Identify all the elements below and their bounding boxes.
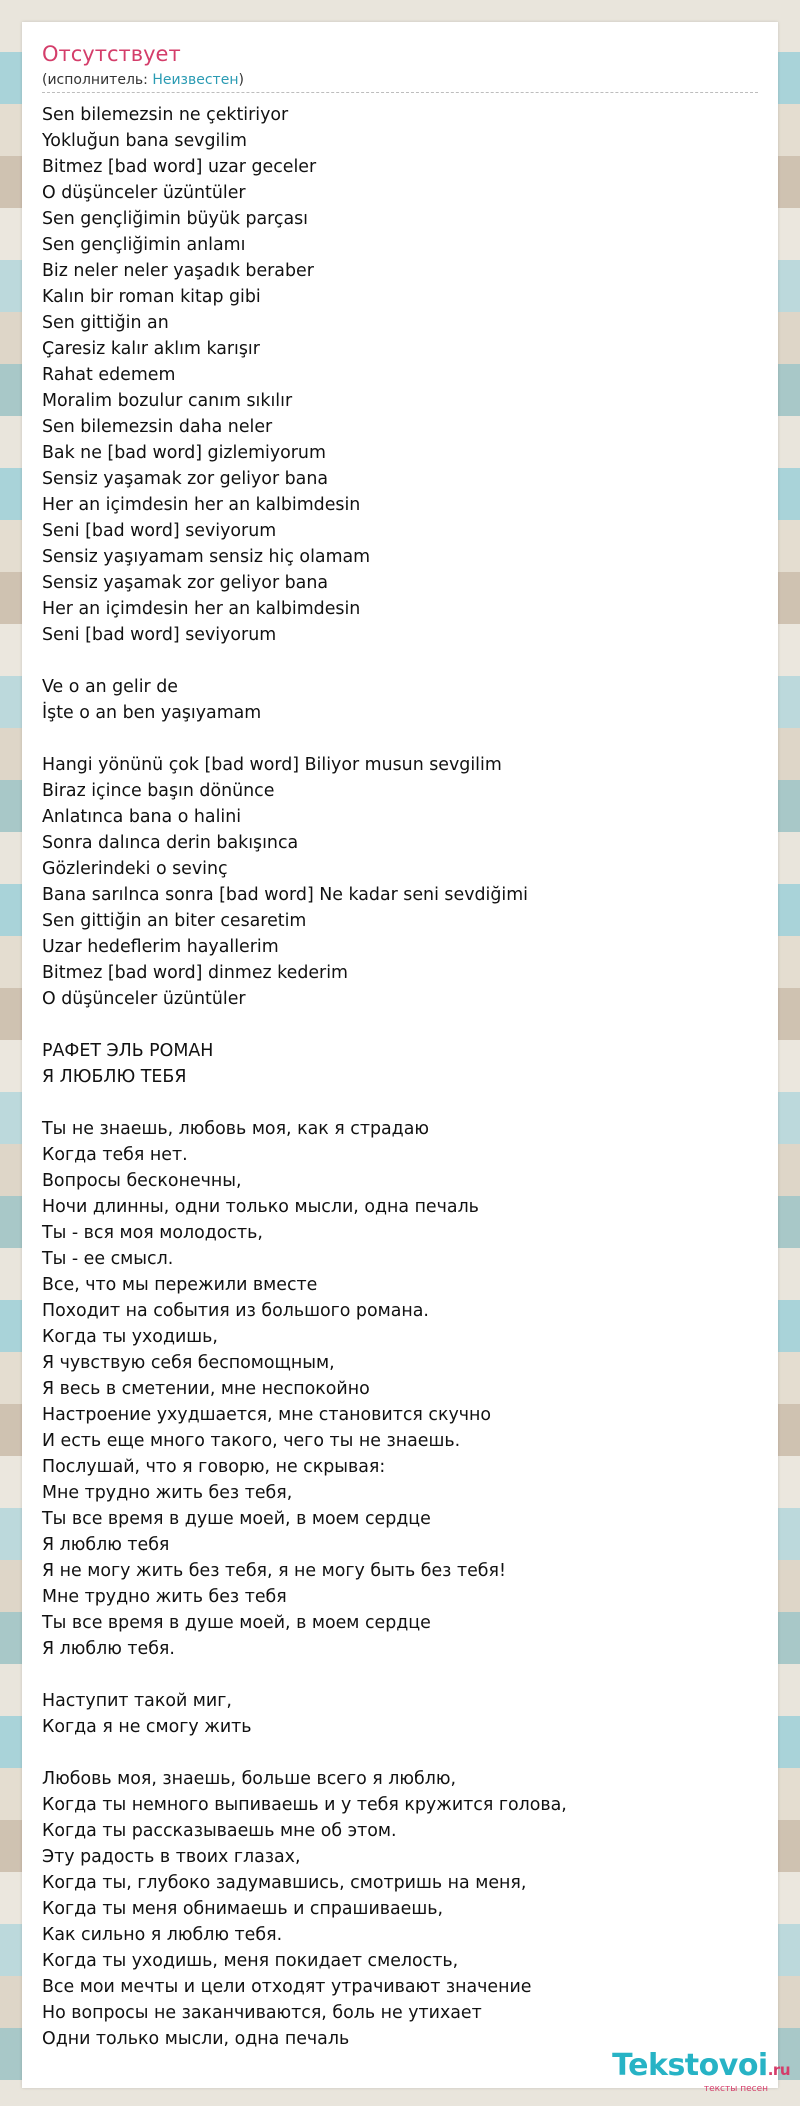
lyric-line: Sensiz yaşıyamam sensiz hiç olamam <box>42 547 371 567</box>
logo-tld: .ru <box>767 2061 790 2079</box>
lyric-line: O düşünceler üzüntüler <box>42 183 246 203</box>
lyric-line: Мне трудно жить без тебя <box>42 1587 287 1607</box>
lyric-line: Çaresiz kalır aklım karışır <box>42 339 260 359</box>
lyric-line: İşte o an ben yaşıyamam <box>42 703 262 723</box>
lyric-line: Kalın bir roman kitap gibi <box>42 287 261 307</box>
lyric-line: Ve o an gelir de <box>42 677 178 697</box>
lyric-line <box>42 1740 762 1766</box>
lyric-line: Ночи длинны, одни только мысли, одна печаль <box>42 1197 479 1217</box>
lyric-line: Я ЛЮБЛЮ ТЕБЯ <box>42 1067 187 1087</box>
lyric-line: Я весь в сметении, мне неспокойно <box>42 1379 370 1399</box>
divider <box>42 92 758 93</box>
lyric-line: Sensiz yaşamak zor geliyor bana <box>42 573 329 593</box>
lyric-line: Sen gittiğin an biter cesaretim <box>42 911 307 931</box>
lyric-line: Вопросы бесконечны, <box>42 1171 242 1191</box>
lyric-line: Bak ne [bad word] gizlemiyorum <box>42 443 326 463</box>
artist-prefix: (исполнитель: <box>42 72 153 88</box>
artist-suffix: ) <box>238 72 244 88</box>
lyric-line: Bana sarılnca sonra [bad word] Ne kadar seni sevdiğimi <box>42 885 528 905</box>
lyric-line: Любовь моя, знаешь, больше всего я люблю, <box>42 1769 457 1789</box>
lyric-line: Я люблю тебя. <box>42 1639 175 1659</box>
lyric-line: Sen gençliğimin büyük parçası <box>42 209 309 229</box>
lyric-line <box>42 648 762 674</box>
lyric-line: Sen gençliğimin anlamı <box>42 235 246 255</box>
lyric-line: Bitmez [bad word] uzar geceler <box>42 157 317 177</box>
lyric-line: Seni [bad word] seviyorum <box>42 521 277 541</box>
lyric-line: Когда ты меня обнимаешь и спрашиваешь, <box>42 1899 444 1919</box>
lyric-line: Seni [bad word] seviyorum <box>42 625 277 645</box>
artist-link[interactable]: Неизвестен <box>152 72 239 88</box>
lyrics-text <box>42 102 762 2052</box>
lyric-line: Я люблю тебя <box>42 1535 170 1555</box>
site-logo[interactable] <box>612 2050 790 2094</box>
lyric-line: Наступит такой миг, <box>42 1691 232 1711</box>
logo-name: Tekstovoi <box>612 2048 768 2083</box>
lyric-line: Rahat edemem <box>42 365 176 385</box>
lyric-line: Ты - вся моя молодость, <box>42 1223 263 1243</box>
lyric-line: Походит на события из большого романа. <box>42 1301 429 1321</box>
lyric-line: Когда ты, глубоко задумавшись, смотришь на меня, <box>42 1873 527 1893</box>
lyric-line: Эту радость в твоих глазах, <box>42 1847 301 1867</box>
lyric-line: Одни только мысли, одна печаль <box>42 2029 350 2049</box>
lyric-line: Когда ты рассказываешь мне об этом. <box>42 1821 397 1841</box>
lyric-line: Когда ты немного выпиваешь и у тебя кружится голова, <box>42 1795 567 1815</box>
lyric-line: Я не могу жить без тебя, я не могу быть без тебя! <box>42 1561 506 1581</box>
lyric-line: Мне трудно жить без тебя, <box>42 1483 293 1503</box>
lyric-line: Uzar hedeflerim hayallerim <box>42 937 279 957</box>
lyric-line: Настроение ухудшается, мне становится скучно <box>42 1405 492 1425</box>
lyric-line: Послушай, что я говорю, не скрывая: <box>42 1457 386 1477</box>
artist-line <box>42 72 244 88</box>
lyric-line: Biz neler neler yaşadık beraber <box>42 261 314 281</box>
lyric-line: Sen gittiğin an <box>42 313 169 333</box>
lyric-line: Sensiz yaşamak zor geliyor bana <box>42 469 329 489</box>
lyric-line: Ты все время в душе моей, в моем сердце <box>42 1613 431 1633</box>
lyric-line: O düşünceler üzüntüler <box>42 989 246 1009</box>
lyric-line: Когда ты уходишь, <box>42 1327 218 1347</box>
lyric-line: Ты все время в душе моей, в моем сердце <box>42 1509 431 1529</box>
lyric-line: Gözlerindeki o sevinç <box>42 859 228 879</box>
lyrics-card <box>22 22 778 2088</box>
lyric-line: Sonra dalınca derin bakışınca <box>42 833 299 853</box>
song-title: Отсутствует <box>42 42 181 66</box>
logo-tagline: тексты песен <box>703 2084 768 2094</box>
lyric-line: Moralim bozulur canım sıkılır <box>42 391 293 411</box>
lyric-line: Когда тебя нет. <box>42 1145 188 1165</box>
lyric-line: Yokluğun bana sevgilim <box>42 131 247 151</box>
lyric-line <box>42 1090 762 1116</box>
lyric-line: Я чувствую себя беспомощным, <box>42 1353 335 1373</box>
lyric-line: Anlatınca bana o halini <box>42 807 242 827</box>
lyric-line: Biraz içince başın dönünce <box>42 781 275 801</box>
lyric-line: Но вопросы не заканчиваются, боль не утихает <box>42 2003 482 2023</box>
lyric-line: Sen bilemezsin ne çektiriyor <box>42 105 289 125</box>
lyric-line: Hangi yönünü çok [bad word] Biliyor musun sevgilim <box>42 755 502 775</box>
lyric-line: И есть еще много такого, чего ты не знаешь. <box>42 1431 461 1451</box>
lyric-line: Her an içimdesin her an kalbimdesin <box>42 599 361 619</box>
lyric-line: Когда ты уходишь, меня покидает смелость, <box>42 1951 459 1971</box>
lyric-line: Ты - ее смысл. <box>42 1249 174 1269</box>
lyric-line <box>42 726 762 752</box>
lyric-line: Sen bilemezsin daha neler <box>42 417 273 437</box>
lyric-line: Все мои мечты и цели отходят утрачивают значение <box>42 1977 532 1997</box>
lyric-line: РАФЕТ ЭЛЬ РОМАН <box>42 1041 214 1061</box>
lyric-line: Все, что мы пережили вместе <box>42 1275 318 1295</box>
lyric-line: Her an içimdesin her an kalbimdesin <box>42 495 361 515</box>
lyric-line: Как сильно я люблю тебя. <box>42 1925 283 1945</box>
lyric-line <box>42 1662 762 1688</box>
lyric-line: Bitmez [bad word] dinmez kederim <box>42 963 348 983</box>
lyric-line <box>42 1012 762 1038</box>
lyric-line: Когда я не смогу жить <box>42 1717 252 1737</box>
lyric-line: Ты не знаешь, любовь моя, как я страдаю <box>42 1119 429 1139</box>
